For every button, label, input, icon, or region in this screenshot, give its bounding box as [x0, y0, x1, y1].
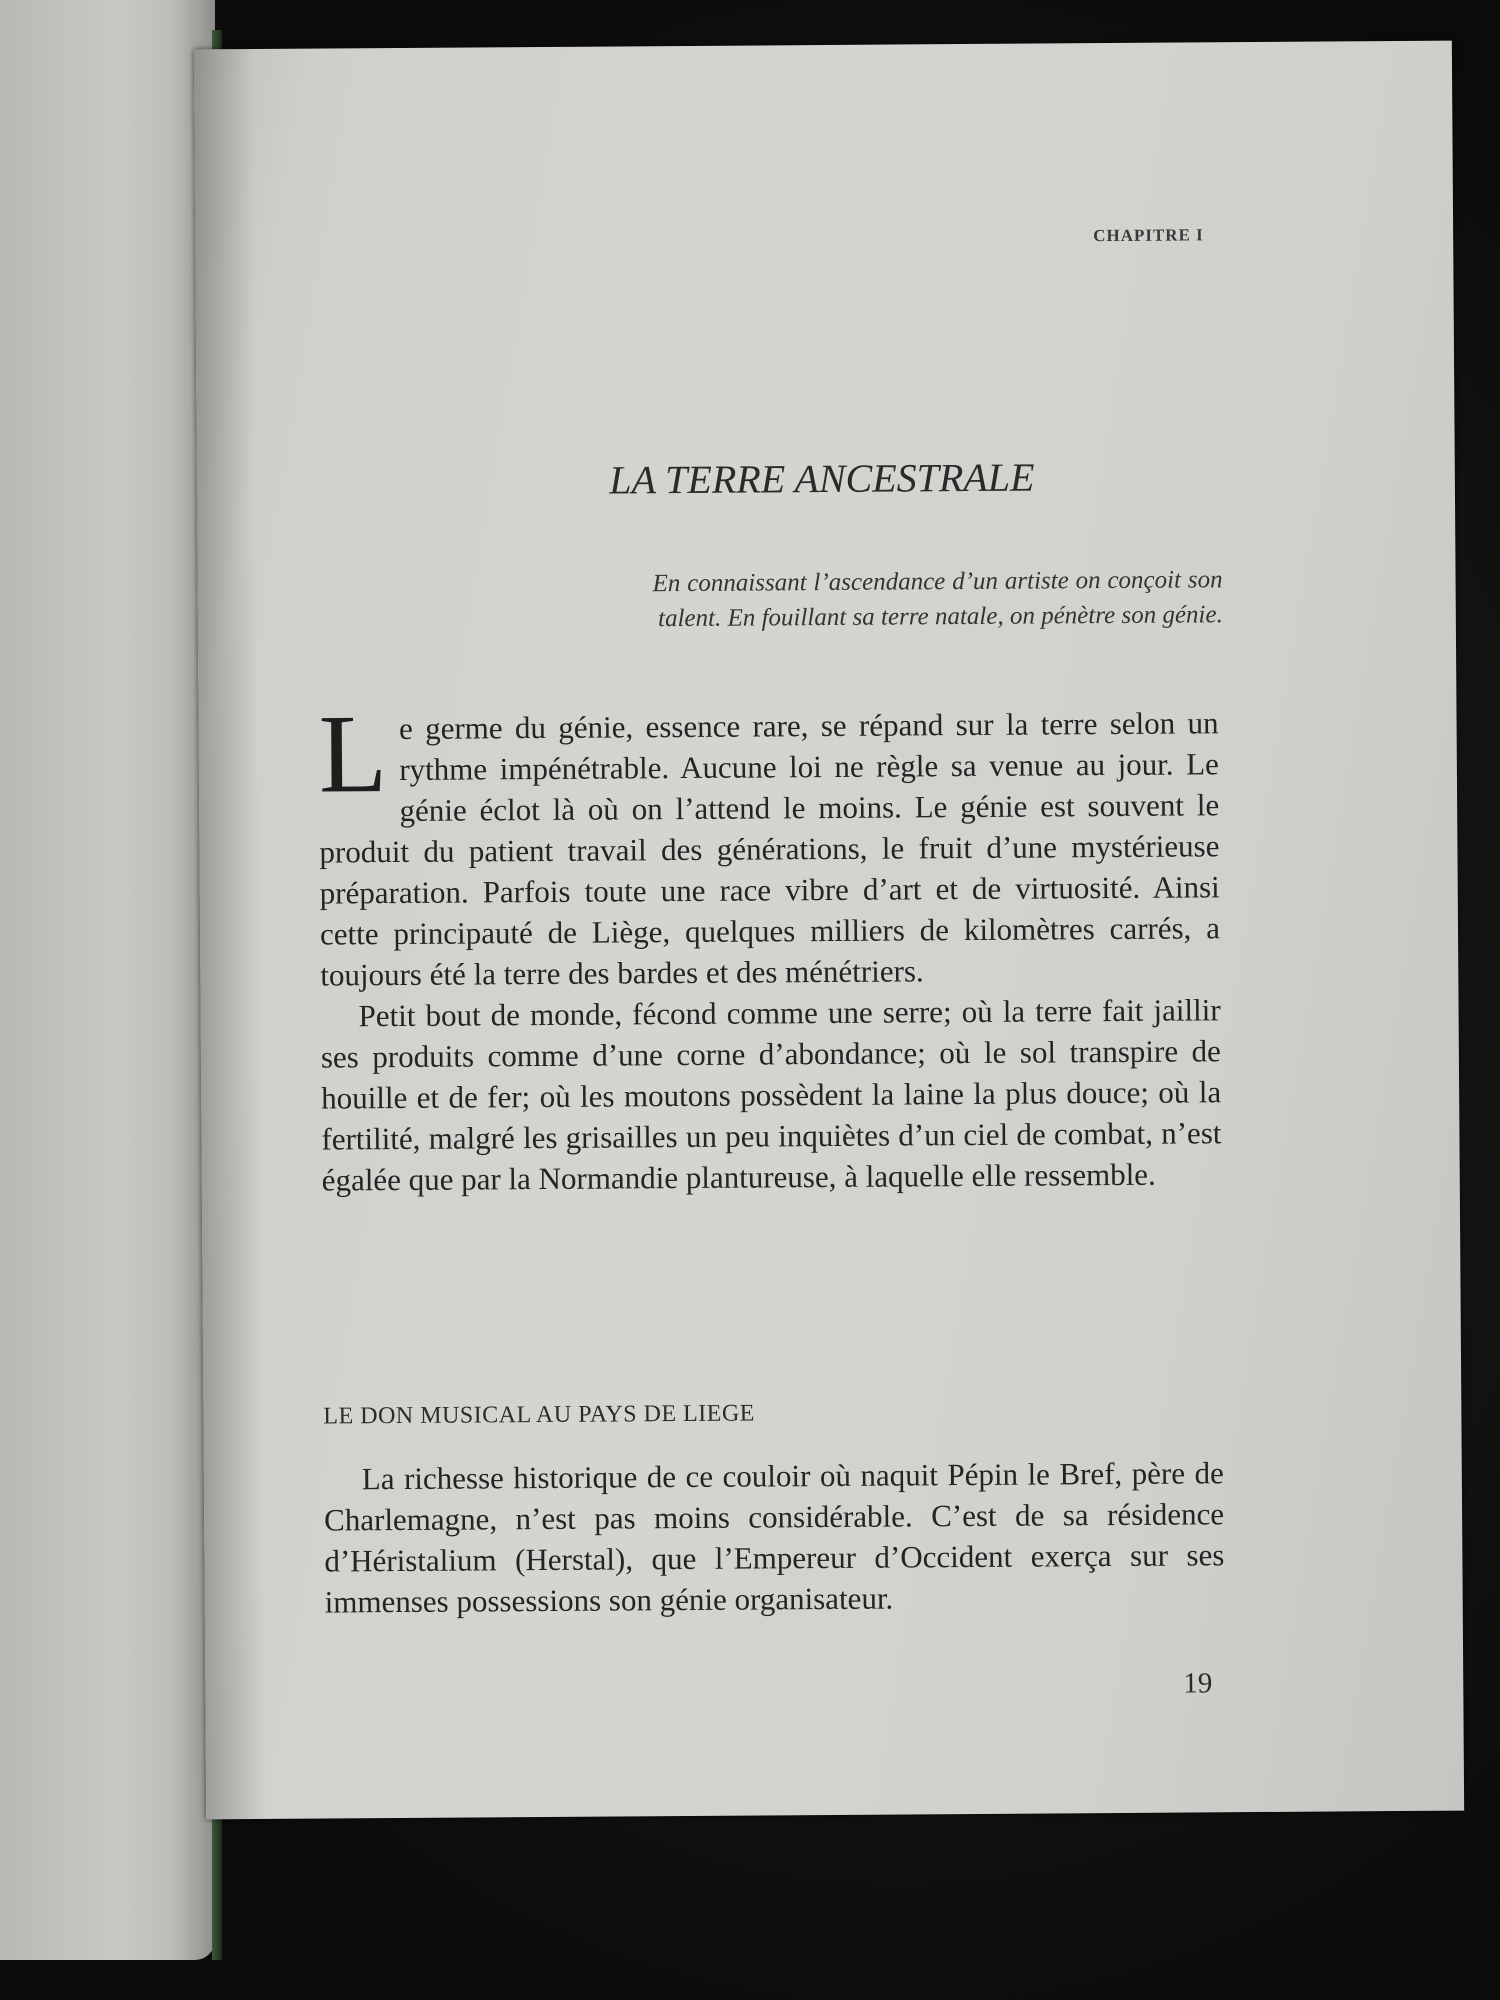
section-body [324, 1452, 1225, 1622]
drop-cap: L [318, 692, 388, 817]
chapter-title: LA TERRE ANCESTRALE [609, 454, 1035, 503]
paragraph-3: La richesse historique de ce couloir où naquit Pépin le Bref, père de Charlemagne, n’est pas moins considérable. C’est de sa résidence d’Héristalium (Herstal), que l’Empereur d’Occident exerça sur ses immenses possessions son génie organisateur. [323, 1455, 1225, 1620]
epigraph: En connaissant l’ascendance d’un artiste on conçoit son talent. En fouillant sa terre natale, on pénètre son génie. [652, 566, 1223, 633]
paragraph-1 [318, 692, 1221, 995]
paragraph-2: Petit bout de monde, fécond comme une serre; où la terre fait jaillir ses produits comme d’une corne d’abondance; où le sol transpire de houille et de fer; où les moutons possèdent la laine la plus douce; où la fertilité, malgré les grisailles un peu inquiètes d’un ciel de combat, n’est égalée que par la Normandie plantureuse, à laquelle elle ressemble. [320, 992, 1222, 1198]
running-head: CHAPITRE I [1093, 225, 1204, 246]
gutter-shadow [194, 49, 266, 1819]
right-page [194, 41, 1464, 1820]
chapter-body [318, 692, 1222, 1200]
paragraph-1-text: e germe du génie, essence rare, se répand sur la terre selon un rythme impénétrable. Aucune loi ne règle sa venue au jour. Le génie éclot là où on l’attend le moins. Le génie est souvent le produit du patient travail des générations, le fruit d’une mystérieuse préparation. Parfois toute une race vibre d’art et de virtuosité. Ainsi cette principauté de Liège, quelques milliers de kilomètres carrés, a toujours été la terre des bardes et des ménétriers. [319, 705, 1221, 993]
section-heading: LE DON MUSICAL AU PAYS DE LIEGE [323, 1400, 755, 1430]
left-page [0, 0, 215, 1960]
page-number: 19 [1183, 1667, 1213, 1700]
